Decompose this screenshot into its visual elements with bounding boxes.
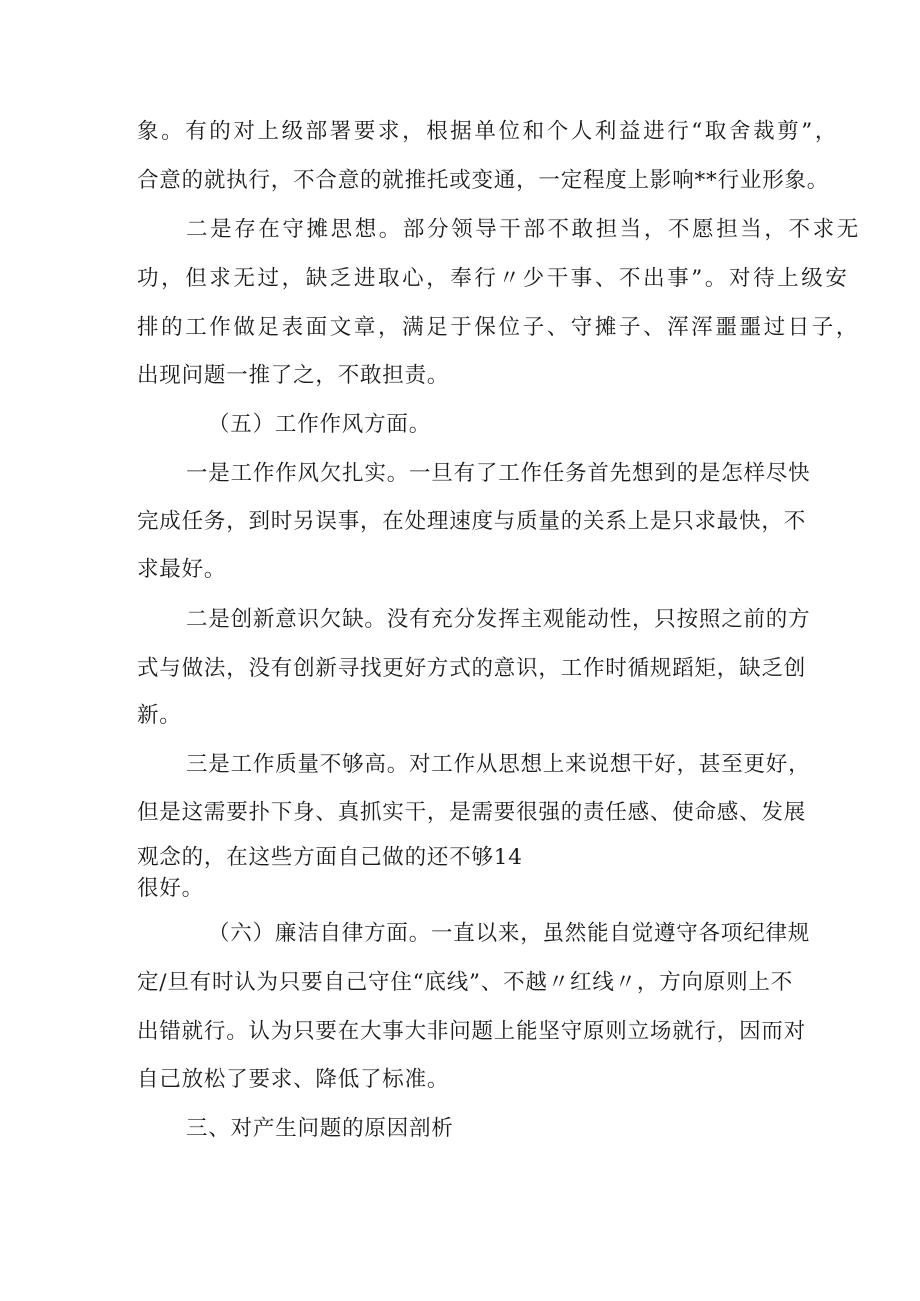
text-line: 一是工作作风欠扎实。一旦有了工作任务首先想到的是怎样尽快 <box>186 461 811 486</box>
section-heading: （六）廉洁自律方面。一直以来，虽然能自觉遵守各项纪律规 <box>208 921 811 946</box>
text-line: 很好。 <box>137 876 204 901</box>
text-line: 式与做法，没有创新寻找更好方式的意识，工作时循规蹈矩，缺乏创 <box>137 656 807 681</box>
text-line: 完成任务，到时另误事，在处理速度与质量的关系上是只求最快，不 <box>137 509 807 534</box>
text-line: 出错就行。认为只要在大事大非问题上能坚守原则立场就行，因而对 <box>137 1019 807 1044</box>
text-line: 二是创新意识欠缺。没有充分发挥主观能动性，只按照之前的方 <box>186 607 811 632</box>
text-line: 象。有的对上级部署要求，根据单位和个人利益进行“取舍裁剪”， <box>137 119 839 144</box>
text-line: 三是工作质量不够高。对工作从思想上来说想干好，甚至更好， <box>186 752 811 777</box>
text-line: 但是这需要扑下身、真抓实干，是需要很强的责任感、使命感、发展 <box>137 800 807 825</box>
text-line: 功，但求无过，缺乏进取心，奉行〃少干事、不出事”。对待上级安 <box>137 266 850 291</box>
text-line: 排的工作做足表面文章，满足于保位子、守摊子、浑浑噩噩过日子， <box>137 315 861 340</box>
text-line: 定/旦有时认为只要自己守住“底线”、不越〃红线〃，方向原则上不 <box>137 970 794 995</box>
text-line: 二是存在守摊思想。部分领导干部不敢担当，不愿担当，不求无 <box>186 217 861 242</box>
text-line: 出现问题一推了之，不敢担责。 <box>137 363 450 388</box>
text-line: 新。 <box>137 703 182 728</box>
text-line: 观念的，在这些方面自己做的还不够14 <box>137 845 523 870</box>
text-line: 自己放松了要求、降低了标准。 <box>137 1067 450 1092</box>
section-heading: 三、对产生问题的原因剖析 <box>186 1116 454 1141</box>
section-heading: （五）工作作风方面。 <box>208 412 432 437</box>
text-line: 合意的就执行，不合意的就推托或变通，一定程度上影响**行业形象。 <box>137 168 830 193</box>
text-line: 求最好。 <box>137 557 227 582</box>
